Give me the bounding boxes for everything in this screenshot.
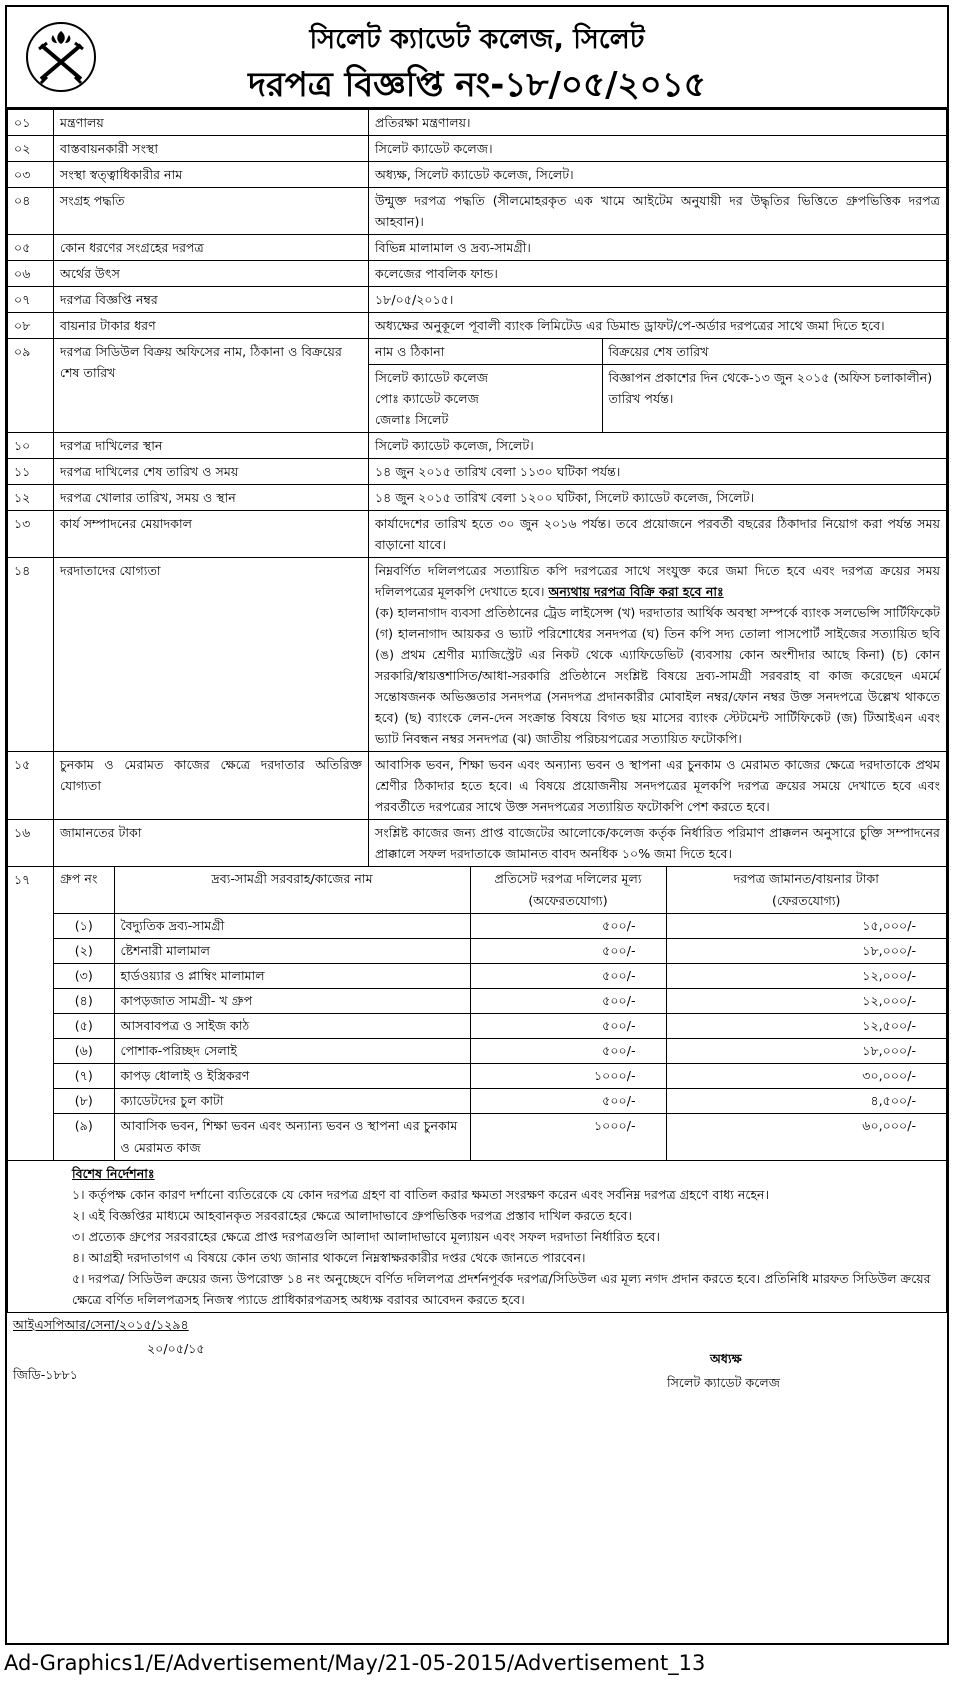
special-instruction-item: ৪। আগ্রহী দরদাতাগণ এ বিষয়ে কোন তথ্য জানার থাকলে নিম্নস্বাক্ষরকারীর দপ্তর থেকে জানতে পারবেন। xyxy=(72,1250,586,1265)
group-item-name: বৈদ্যুতিক দ্রব্য-সামগ্রী xyxy=(114,914,470,939)
group-item-name: কাপড়জাত সামগ্রী- খ গ্রুপ xyxy=(114,989,470,1014)
group-number: (৯) xyxy=(54,1114,114,1161)
col-head-name-address: নাম ও ঠিকানা xyxy=(369,339,602,365)
row-number: ১৬ xyxy=(8,820,54,867)
row-number: ১৫ xyxy=(8,752,54,820)
group-deposit: ১২,০০০/- xyxy=(666,964,946,989)
row-০৬ xyxy=(8,261,947,287)
row-১২ xyxy=(8,485,947,511)
office-address-line: জেলাঃ সিলেট xyxy=(375,412,449,427)
signer-title: অধ্যক্ষ xyxy=(710,1351,742,1366)
eligibility-intro: নিম্নবর্ণিত দলিলপত্রের সত্যায়িত কপি দরপত্রের সাথে সংযুক্ত করে জমা দিতে হবে এবং দরপত্র ক্রয়ের সময় দলিলপত্রের মূলকপি দেখাতে হবে। xyxy=(375,563,940,599)
group-row xyxy=(54,1039,946,1064)
reference-date: ২০/০৫/১৫ xyxy=(147,1341,205,1356)
group-number: (২) xyxy=(54,939,114,964)
special-instructions xyxy=(8,1161,947,1313)
col-head-last-date: বিক্রয়ের শেষ তারিখ xyxy=(602,339,946,365)
row-label: কোন ধরণের সংগ্রহের দরপত্র xyxy=(54,235,369,261)
notice-table xyxy=(7,109,947,1313)
special-instruction-item: ৩। প্রত্যেক গ্রুপের সরবরাহের ক্ষেত্রে প্রাপ্ত দরপত্রগুলি আলাদা আলাদাভাবে মূল্যায়ন এবং সফল দরদাতা নির্ধারিত হবে। xyxy=(72,1229,661,1244)
group-row xyxy=(54,1064,946,1089)
row-value: উন্মুক্ত দরপত্র পদ্ধতি (সীলমোহরকৃত এক খামে আইটেম অনুযায়ী দর উদ্ধৃতির ভিত্তিতে গ্রুপভিত্তিক দরপত্র আহবান)। xyxy=(369,188,947,235)
header-doc-price: প্রতিসেট দরপত্র দলিলের মূল্য xyxy=(494,871,642,886)
group-deposit: ৩০,০০০/- xyxy=(666,1064,946,1089)
group-deposit: ৬০,০০০/- xyxy=(666,1114,946,1161)
group-deposit: ৪,৫০০/- xyxy=(666,1089,946,1114)
group-item-name: আবাসিক ভবন, শিক্ষা ভবন এবং অন্যান্য ভবন ও স্থাপনা এর চুনকাম ও মেরামত কাজ xyxy=(114,1114,470,1161)
row-15 xyxy=(8,752,947,820)
group-row xyxy=(54,1114,946,1161)
notice-header xyxy=(7,7,947,109)
group-number: (৫) xyxy=(54,1014,114,1039)
group-number: (৮) xyxy=(54,1089,114,1114)
header-group-no: গ্রুপ নং xyxy=(54,867,114,914)
group-table xyxy=(54,867,946,1160)
notice-number: দরপত্র বিজ্ঞপ্তি নং-১৮/০৫/২০১৫ xyxy=(248,65,706,105)
group-row xyxy=(54,1089,946,1114)
row-label: জামানতের টাকা xyxy=(54,820,369,867)
schedule-office-table xyxy=(369,339,946,432)
row-16 xyxy=(8,820,947,867)
group-doc-price: ৫০০/- xyxy=(470,1039,666,1064)
group-number: (৩) xyxy=(54,964,114,989)
row-value: অধ্যক্ষের অনুকূলে পূবালী ব্যাংক লিমিটেড এর ডিমান্ড ড্রাফট/পে-অর্ডার দরপত্রের সাথে জমা দিতে হবে। xyxy=(369,313,947,339)
special-title: বিশেষ নির্দেশনাঃ xyxy=(72,1166,155,1181)
row-১০ xyxy=(8,433,947,459)
college-title: সিলেট ক্যাডেট কলেজ, সিলেট xyxy=(309,24,645,55)
group-doc-price: ৫০০/- xyxy=(470,939,666,964)
row-value: ১৪ জুন ২০১৫ তারিখ বেলা ১১৩০ ঘটিকা পর্যন্ত। xyxy=(369,459,947,485)
file-path-caption: Ad-Graphics1/E/Advertisement/May/21-05-2015/Advertisement_13 xyxy=(4,1651,706,1675)
row-number: ১০ xyxy=(8,433,54,459)
group-item-name: ক্যাডেটদের চুল কাটা xyxy=(114,1089,470,1114)
row-০৮ xyxy=(8,313,947,339)
row-০৩ xyxy=(8,162,947,188)
row-value: কলেজের পাবলিক ফান্ড। xyxy=(369,261,947,287)
header-item-name: দ্রব্য-সামগ্রী সরবরাহ/কাজের নাম xyxy=(114,867,470,914)
row-number: ১৩ xyxy=(8,511,54,558)
row-value: ১৮/০৫/২০১৫। xyxy=(369,287,947,313)
office-address-line: পোঃ ক্যাডেট কলেজ xyxy=(375,391,479,406)
group-doc-price: ৫০০/- xyxy=(470,989,666,1014)
row-value: প্রতিরক্ষা মন্ত্রণালয়। xyxy=(369,110,947,136)
group-item-name: পোশাক-পরিচ্ছদ সেলাই xyxy=(114,1039,470,1064)
row-value: বিভিন্ন মালামাল ও দ্রব্য-সামগ্রী। xyxy=(369,235,947,261)
tender-notice xyxy=(5,5,949,1645)
row-09 xyxy=(8,339,947,433)
group-doc-price: ৫০০/- xyxy=(470,1014,666,1039)
row-number: ১৭ xyxy=(8,867,54,1161)
group-row xyxy=(54,939,946,964)
header-doc-price-note: (অফেরতযোগ্য) xyxy=(528,893,608,908)
row-number: ০৪ xyxy=(8,188,54,235)
header-deposit-note: (ফেরতযোগ্য) xyxy=(772,893,841,908)
row-number: ০৩ xyxy=(8,162,54,188)
group-table-header xyxy=(54,867,946,914)
row-14 xyxy=(8,558,947,752)
group-row xyxy=(54,964,946,989)
row-label: কার্য সম্পাদনের মেয়াদকাল xyxy=(54,511,369,558)
row-number: ০৮ xyxy=(8,313,54,339)
row-number: ০৬ xyxy=(8,261,54,287)
group-deposit: ১৮,০০০/- xyxy=(666,1039,946,1064)
row-০২ xyxy=(8,136,947,162)
row-label: দরপত্র সিডিউল বিক্রয় অফিসের নাম, ঠিকানা ও বিক্রয়ের শেষ তারিখ xyxy=(54,339,369,433)
group-item-name: হার্ডওয়্যার ও প্লাম্বিং মালামাল xyxy=(114,964,470,989)
row-label: সংগ্রহ পদ্ধতি xyxy=(54,188,369,235)
row-value: আবাসিক ভবন, শিক্ষা ভবন এবং অন্যান্য ভবন ও স্থাপনা এর চুনকাম ও মেরামত কাজের ক্ষেত্রে দরদাতাকে প্রথম শ্রেণীর ঠিকাদার হতে হবে। এ বিষয়ে প্রয়োজনীয় সনদপত্রের মূলকপি দরপত্র ক্রয়ের সময়ে দেখাতে হবে এবং পরবর্তীতে দরপত্রের সাথে উক্ত সনদপত্রের সত্যায়িত ফটোকপি পেশ করতে হবে। xyxy=(369,752,947,820)
row-label: চুনকাম ও মেরামত কাজের ক্ষেত্রে দরদাতার অতিরিক্ত যোগ্যতা xyxy=(54,752,369,820)
row-value: সিলেট ক্যাডেট কলেজ। xyxy=(369,136,947,162)
ispr-reference: আইএসপিআর/সেনা/২০১৫/১২৯৪ xyxy=(13,1317,189,1332)
row-label: বাস্তবায়নকারী সংস্থা xyxy=(54,136,369,162)
row-number: ০৯ xyxy=(8,339,54,433)
special-instruction-item: ৫। দরপত্র/ সিডিউল ক্রয়ের জন্য উপরোক্ত ১৪ নং অনুচ্ছেদে বর্ণিত দলিলপত্র প্রদর্শনপূর্বক দরপত্র/সিডিউল এর মূল্য নগদ প্রদান করতে হবে। প্রতিনিধি মারফত সিডিউল ক্রয়ের ক্ষেত্রে বর্ণিত দলিলপত্রসহ নিজস্ব প্যাডে প্রাধিকারপত্রসহ অধ্যক্ষ বরাবর আবেদন করতে হবে। xyxy=(72,1271,931,1307)
row-label: দরপত্র খোলার তারিখ, সময় ও স্থান xyxy=(54,485,369,511)
row-number: ০২ xyxy=(8,136,54,162)
group-doc-price: ৫০০/- xyxy=(470,1089,666,1114)
row-label: বায়নার টাকার ধরণ xyxy=(54,313,369,339)
group-doc-price: ১০০০/- xyxy=(470,1064,666,1089)
group-number: (৭) xyxy=(54,1064,114,1089)
eligibility-documents: (ক) হালনাগাদ ব্যবসা প্রতিষ্ঠানের ট্রেড লাইসেন্স (খ) দরদাতার আর্থিক অবস্থা সম্পর্কে ব্যাংক সলভেন্সি সার্টিফিকেট (গ) হালনাগাদ আয়কর ও ভ্যাট পরিশোধের সনদপত্র (ঘ) তিন কপি সদ্য তোলা পাসপোর্ট সাইজের সত্যায়িত ছবি (ঙ) প্রথম শ্রেণীর ম্যাজিস্ট্রেট এর নিকট থেকে এ্যাফিডেভিট (ব্যবসায় কোন অংশীদার আছে কিনা) (চ) কোন সরকারি/স্বায়ত্তশাসিত/আধা-সরকারি প্রতিষ্ঠানে সংশ্লিষ্ট বিষয়ে দ্রব্য-সামগ্রী সরবরাহ বা কাজ করেছেন এমর্মে সন্তোষজনক অভিজ্ঞতার সনদপত্র (সনদপত্র প্রদানকারীর মোবাইল নম্বর/ফোন নম্বর উক্ত সনদপত্রে উল্লেখ থাকতে হবে) (ছ) ব্যাংকে লেন-দেন সংক্রান্ত বিষয়ে বিগত ছয় মাসের ব্যাংক স্টেটমেন্ট সার্টিফিকেট (জ) টিআইএন এবং ভ্যাট নিবন্ধন নম্বর সনদপত্র (ঝ) জাতীয় পরিচয়পত্রের সত্যায়িত ফটোকপি। xyxy=(375,605,940,746)
row-label: সংস্থা স্বত্ত্বাধিকারীর নাম xyxy=(54,162,369,188)
row-label: দরপত্র দাখিলের শেষ তারিখ ও সময় xyxy=(54,459,369,485)
row-number: ০১ xyxy=(8,110,54,136)
row-label: অর্থের উৎস xyxy=(54,261,369,287)
row-১৩ xyxy=(8,511,947,558)
row-label: দরপত্র বিজ্ঞপ্তি নম্বর xyxy=(54,287,369,313)
group-row xyxy=(54,914,946,939)
row-value: সিলেট ক্যাডেট কলেজ, সিলেট। xyxy=(369,433,947,459)
row-০৪ xyxy=(8,188,947,235)
group-deposit: ১২,৫০০/- xyxy=(666,1014,946,1039)
special-instruction-item: ১। কর্তৃপক্ষ কোন কারণ দর্শানো ব্যতিরেকে যে কোন দরপত্র গ্রহণ বা বাতিল করার ক্ষমতা সংরক্ষণ করেন এবং সর্বনিম্ন দরপত্র গ্রহণে বাধ্য নহেন। xyxy=(72,1187,770,1202)
row-value: কার্যাদেশের তারিখ হতে ৩০ জুন ২০১৬ পর্যন্ত। তবে প্রয়োজনে পরবর্তী বছরের ঠিকাদার নিয়োগ করা পর্যন্ত সময় বাড়ানো যাবে। xyxy=(369,511,947,558)
row-17 xyxy=(8,867,947,1161)
group-item-name: ষ্টেশনারী মালামাল xyxy=(114,939,470,964)
row-value: সংশ্লিষ্ট কাজের জন্য প্রাপ্ত বাজেটের আলোকে/কলেজ কর্তৃক নির্ধারিত পরিমাণ প্রাক্কলন অনুসারে চুক্তি সম্পাদনের প্রাক্কালে সফল দরদাতাকে জামানত বাবদ অনধিক ১০% জমা দিতে হবে। xyxy=(369,820,947,867)
group-item-name: কাপড় ধোলাই ও ইস্ত্রিকরণ xyxy=(114,1064,470,1089)
group-item-name: আসবাবপত্র ও সাইজ কাঠ xyxy=(114,1014,470,1039)
signer-org: সিলেট ক্যাডেট কলেজ xyxy=(667,1375,781,1390)
row-value: অধ্যক্ষ, সিলেট ক্যাডেট কলেজ, সিলেট। xyxy=(369,162,947,188)
group-number: (৬) xyxy=(54,1039,114,1064)
group-doc-price: ৫০০/- xyxy=(470,914,666,939)
row-label: মন্ত্রণালয় xyxy=(54,110,369,136)
group-number: (৪) xyxy=(54,989,114,1014)
special-instruction-item: ২। এই বিজ্ঞপ্তির মাধ্যমে আহবানকৃত সরবরাহের ক্ষেত্রে আলাদাভাবে গ্রুপভিত্তিক দরপত্র প্রস্তাব দাখিল করতে হবে। xyxy=(72,1208,632,1223)
row-label: দরপত্র দাখিলের স্থান xyxy=(54,433,369,459)
group-number: (১) xyxy=(54,914,114,939)
row-number: ০৫ xyxy=(8,235,54,261)
group-deposit: ১৮,০০০/- xyxy=(666,939,946,964)
sale-last-date: বিজ্ঞাপন প্রকাশের দিন থেকে-১৩ জুন ২০১৫ (অফিস চলাকালীন) তারিখ পর্যন্ত। xyxy=(602,365,946,433)
row-number: ১২ xyxy=(8,485,54,511)
row-number: ১১ xyxy=(8,459,54,485)
row-number: ০৭ xyxy=(8,287,54,313)
group-row xyxy=(54,989,946,1014)
row-০৭ xyxy=(8,287,947,313)
office-address-line: সিলেট ক্যাডেট কলেজ xyxy=(375,370,489,385)
group-deposit: ১২,০০০/- xyxy=(666,989,946,1014)
group-row xyxy=(54,1014,946,1039)
group-deposit: ১৫,০০০/- xyxy=(666,914,946,939)
row-০৫ xyxy=(8,235,947,261)
group-doc-price: ১০০০/- xyxy=(470,1114,666,1161)
row-number: ১৪ xyxy=(8,558,54,752)
dg-number: জিডি-১৮৮১ xyxy=(13,1367,78,1382)
eligibility-warning: অন্যথায় দরপত্র বিক্রি করা হবে নাঃ xyxy=(548,584,724,599)
notice-footer xyxy=(7,1313,947,1413)
group-doc-price: ৫০০/- xyxy=(470,964,666,989)
row-value: ১৪ জুন ২০১৫ তারিখ বেলা ১২০০ ঘটিকা, সিলেট ক্যাডেট কলেজ, সিলেট। xyxy=(369,485,947,511)
row-label: দরদাতাদের যোগ্যতা xyxy=(54,558,369,752)
row-১১ xyxy=(8,459,947,485)
header-deposit: দরপত্র জামানত/বায়নার টাকা xyxy=(733,871,879,886)
